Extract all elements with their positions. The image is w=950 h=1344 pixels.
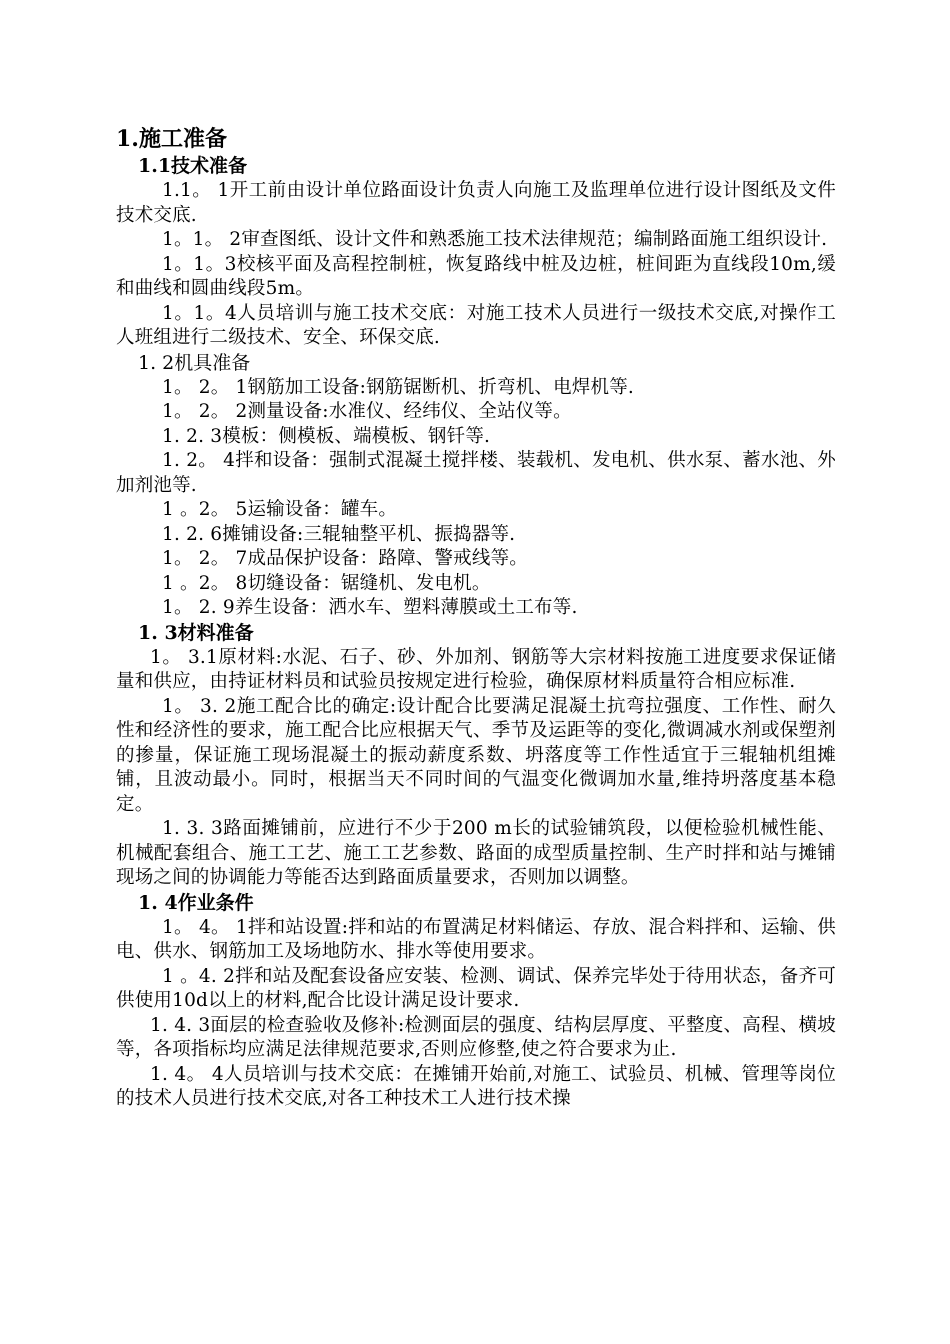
section-heading-1: 1.施工准备 xyxy=(116,126,227,152)
paragraph-1-1-1: 1.1。 1开工前由设计单位路面设计负责人向施工及监理单位进行设计图纸及文件技术交底. xyxy=(116,180,836,226)
subsection-heading-1-1: 1.1技术准备 xyxy=(138,155,248,177)
paragraph-1-2-3: 1. 2. 3模板：侧模板、端模板、钢钎等. xyxy=(162,425,491,447)
paragraph-1-2-5: 1 。2。 5运输设备：罐车。 xyxy=(162,499,398,520)
paragraph-1-4-4: 1. 4。 4人员培训与技术交底：在摊铺开始前,对施工、试验员、机械、管理等岗位的技术人员进行技术交底,对各工种技术工人进行技术操 xyxy=(116,1063,836,1109)
subsection-heading-1-4: 1. 4作业条件 xyxy=(138,891,254,914)
paragraph-1-3-3: 1. 3. 3路面摊铺前，应进行不少于200 m长的试验铺筑段，以便检验机械性能、机械配套组合、施工工艺、施工工艺参数、路面的成型质量控制、生产时拌和站与摊铺现场之间的协调能力等能否达到路面质量要求，否则加以调整。 xyxy=(116,818,836,888)
paragraph-1-2-2: 1。 2。 2测量设备:水准仪、经纬仪、全站仪等。 xyxy=(162,401,572,422)
paragraph-1-3-2: 1。 3. 2施工配合比的确定:设计配合比要满足混凝土抗弯拉强度、工作性、耐久性和经济性的要求，施工配合比应根据天气、季节及运距等的变化,微调减水剂或保塑剂的掺量，保证施工现场混凝土的振动薪度系数、坍落度等工作性适宜于三辊轴机组摊铺，且波动最小。同时，根据当天不同时间的气温变化微调加水量,维持坍落度基本稳定。 xyxy=(116,695,836,815)
paragraph-1-4-1: 1。 4。 1拌和站设置:拌和站的布置满足材料储运、存放、混合料拌和、运输、供电、供水、钢筋加工及场地防水、排水等使用要求。 xyxy=(116,916,836,962)
paragraph-1-2-6: 1. 2. 6摊铺设备:三辊轴整平机、振捣器等. xyxy=(162,523,516,545)
paragraph-1-2-7: 1。 2。 7成品保护设备：路障、警戒线等。 xyxy=(162,548,528,569)
paragraph-1-2-9: 1。 2. 9养生设备：洒水车、塑料薄膜或土工布等. xyxy=(162,597,578,618)
document-body xyxy=(116,124,836,1112)
paragraph-1-1-2: 1。1。 2审查图纸、设计文件和熟悉施工技术法律规范；编制路面施工组织设计. xyxy=(162,229,828,250)
paragraph-1-1-3: 1。1。3校核平面及高程控制桩，恢复路线中桩及边桩，桩间距为直线段10m,缓和曲线和圆曲线段5m。 xyxy=(116,253,836,299)
paragraph-1-2-1: 1。 2。 1钢筋加工设备:钢筋锯断机、折弯机、电焊机等. xyxy=(162,376,634,398)
paragraph-1-2-8: 1 。2。 8切缝设备：锯缝机、发电机。 xyxy=(162,572,491,594)
paragraph-1-4-2: 1 。4. 2拌和站及配套设备应安装、检测、调试、保养完毕处于待用状态，备齐可供使用10d以上的材料,配合比设计满足设计要求. xyxy=(116,965,836,1011)
paragraph-1-4-3: 1. 4. 3面层的检查验收及修补:检测面层的强度、结构层厚度、平整度、高程、横坡等，各项指标均应满足法律规范要求,否则应修整,使之符合要求为止. xyxy=(116,1014,836,1060)
subsection-heading-1-3: 1. 3材料准备 xyxy=(138,621,254,644)
paragraph-1-2-4: 1. 2。 4拌和设备：强制式混凝土搅拌楼、装载机、发电机、供水泵、蓄水池、外加剂池等. xyxy=(116,450,836,496)
paragraph-1-1-4: 1。1。4人员培训与施工技术交底：对施工技术人员进行一级技术交底,对操作工人班组进行二级技术、安全、环保交底. xyxy=(116,302,836,348)
paragraph-1-3-1: 1。 3.1原材料:水泥、石子、砂、外加剂、钢筋等大宗材料按施工进度要求保证储量和供应，由持证材料员和试验员按规定进行检验，确保原材料质量符合相应标准. xyxy=(116,646,836,692)
subsection-heading-1-2: 1. 2机具准备 xyxy=(138,351,251,374)
